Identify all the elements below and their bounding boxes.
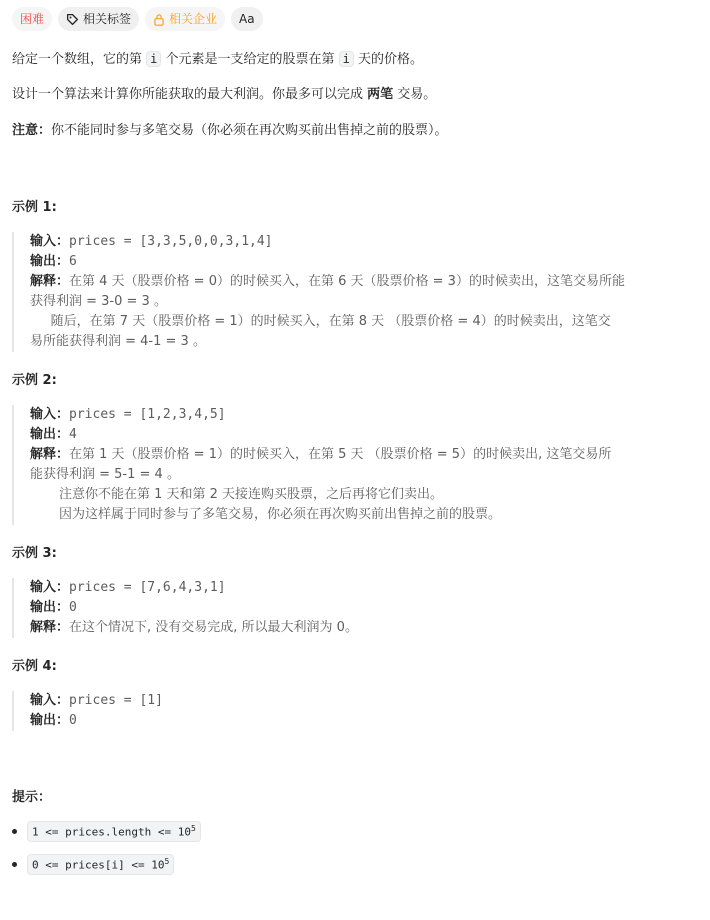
example-output: 6: [69, 254, 77, 269]
example-1-block: 输入：prices = [3,3,5,0,0,3,1,4] 输出：6 解释：在第 4 天（股票价格 = 0）的时候买入，在第 6 天（股票价格 = 3）的时候卖出，这笔交易所能 获得利润 = 3-0 = 3 。 随后，在第 7 天（股票价格 = 1）的时候买入，在第 8 天 （股票价格 = 4）的时候卖出，这笔交 易所能获得利润 = 4-1 = 3 。: [12, 232, 704, 352]
constraint-item: [12, 821, 201, 842]
font-toggle-button[interactable]: [231, 7, 263, 31]
tag-bar: [12, 7, 263, 31]
example-1-title: 示例 1:: [12, 200, 57, 215]
inline-code: i: [146, 51, 161, 67]
description-paragraph-2: 设计一个算法来计算你所能获取的最大利润。你最多可以完成 两笔 交易。: [12, 87, 437, 102]
constraint-item: [12, 854, 174, 875]
example-input: prices = [1]: [69, 693, 163, 708]
constraints-title: 提示：: [12, 790, 52, 805]
example-output: 0: [69, 600, 77, 615]
example-output: 4: [69, 427, 77, 442]
difficulty-badge: [12, 7, 52, 31]
example-2-title: 示例 2:: [12, 373, 57, 388]
example-3-title: 示例 3:: [12, 546, 57, 561]
related-companies-button[interactable]: [145, 7, 225, 31]
bullet-icon: [12, 829, 17, 834]
description-note: 注意：你不能同时参与多笔交易（你必须在再次购买前出售掉之前的股票）。: [12, 123, 448, 138]
example-input: prices = [3,3,5,0,0,3,1,4]: [69, 234, 273, 249]
example-input: prices = [7,6,4,3,1]: [69, 580, 226, 595]
font-toggle-icon: Aa: [239, 12, 255, 26]
example-input: prices = [1,2,3,4,5]: [69, 407, 226, 422]
example-4-block: 输入：prices = [1] 输出：0: [12, 691, 704, 731]
difficulty-label: 困难: [20, 12, 45, 26]
related-companies-label: 相关企业: [169, 12, 218, 26]
lock-icon: [153, 13, 165, 26]
inline-code: i: [339, 51, 354, 67]
related-tags-label: 相关标签: [83, 12, 132, 26]
example-2-block: 输入：prices = [1,2,3,4,5] 输出：4 解释：在第 1 天（股票价格 = 1）的时候买入，在第 5 天 （股票价格 = 5）的时候卖出, 这笔交易所 能获得利润 = 5-1 = 4 。 注意你不能在第 1 天和第 2 天接连购买股票，之后再将它们卖出。 因为这样属于同时参与了多笔交易，你必须在再次购买前出售掉之前的股票。: [12, 405, 704, 525]
tag-icon: [66, 13, 79, 26]
bullet-icon: [12, 862, 17, 867]
example-output: 0: [69, 713, 77, 728]
related-tags-button[interactable]: [58, 7, 139, 31]
description-paragraph-1: 给定一个数组，它的第 i 个元素是一支给定的股票在第 i 天的价格。: [12, 52, 424, 67]
example-3-block: 输入：prices = [7,6,4,3,1] 输出：0 解释：在这个情况下, 没有交易完成, 所以最大利润为 0。: [12, 578, 704, 638]
constraint-code: 1 <= prices.length <= $10^5$: [27, 821, 201, 842]
example-4-title: 示例 4:: [12, 659, 57, 674]
constraint-code: 0 <= prices[i] <= $10^5$: [27, 854, 174, 875]
